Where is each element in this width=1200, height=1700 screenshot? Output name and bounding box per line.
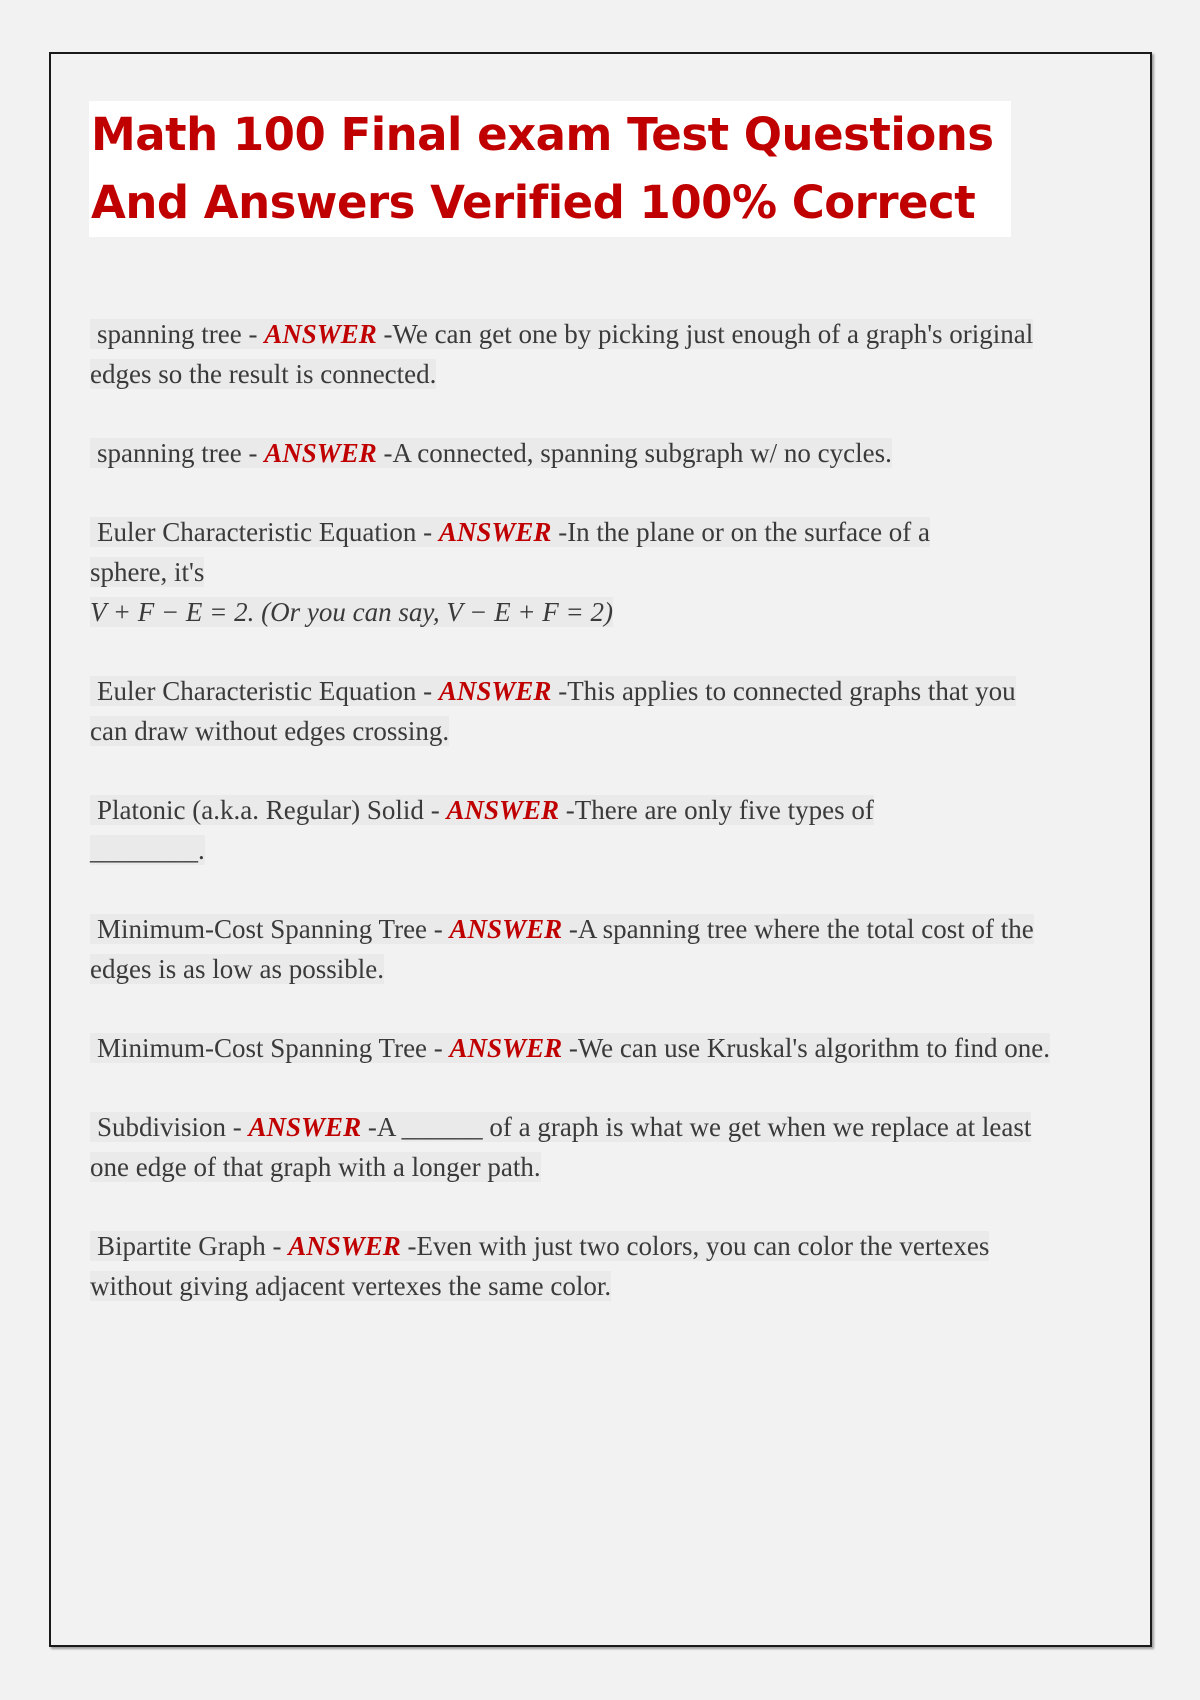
qa-answer: In the plane or on the surface of a sphere, it's xyxy=(90,517,931,587)
qa-item: Minimum-Cost Spanning Tree - ANSWER -A spanning tree where the total cost of the edges is as low as possible. xyxy=(90,914,1034,984)
answer-label: ANSWER xyxy=(449,914,563,944)
qa-item: Minimum-Cost Spanning Tree - ANSWER -We can use Kruskal's algorithm to find one. xyxy=(90,1028,1050,1068)
answer-label: ANSWER xyxy=(248,1112,362,1142)
answer-label: ANSWER xyxy=(288,1231,401,1261)
answer-label: ANSWER xyxy=(438,517,552,547)
qa-answer: Even with just two colors, you can color the vertexes without giving adjacent vertexes the same color. xyxy=(90,1231,990,1301)
answer-label: ANSWER xyxy=(446,795,559,825)
qa-term: Subdivision xyxy=(97,1112,227,1142)
qa-term: spanning tree xyxy=(97,438,242,468)
qa-item: Bipartite Graph - ANSWER -Even with just two colors, you can color the vertexes without giving adjacent vertexes the same color. xyxy=(90,1231,990,1301)
qa-answer: We can get one by picking just enough of a graph's original edges so the result is connected. xyxy=(90,319,1034,389)
qa-answer: A connected, spanning subgraph w/ no cycles. xyxy=(392,438,892,468)
qa-answer: This applies to connected graphs that you can draw without edges crossing. xyxy=(90,676,1016,746)
qa-item: Euler Characteristic Equation - ANSWER -In the plane or on the surface of a sphere, it's V + F − E = 2. (Or you can say, V − E + F = 2) xyxy=(90,517,931,627)
qa-term: Minimum-Cost Spanning Tree xyxy=(97,914,428,944)
qa-answer: A spanning tree where the total cost of the xyxy=(577,914,1034,944)
qa-item: Subdivision - ANSWER -A ______ of a graph is what we get when we replace at least one edge of that graph with a longer path. xyxy=(90,1112,1032,1182)
qa-term: Euler Characteristic Equation xyxy=(97,676,417,706)
qa-answer: There are only five types of ________. xyxy=(90,795,874,865)
document-title: Math 100 Final exam Test Questions And Answers Verified 100% Correct xyxy=(89,101,1011,237)
answer-label: ANSWER xyxy=(449,1033,563,1063)
qa-list xyxy=(90,314,1050,1345)
qa-term: Euler Characteristic Equation xyxy=(97,517,417,547)
answer-label: ANSWER xyxy=(438,676,552,706)
qa-answer: We can use Kruskal's algorithm to find one. xyxy=(577,1033,1050,1063)
qa-answer: A ______ of a graph is what we get when we replace at least one edge of that graph with a longer path. xyxy=(90,1112,1032,1182)
answer-label: ANSWER xyxy=(264,438,377,468)
qa-term: Platonic (a.k.a. Regular) Solid xyxy=(97,795,424,825)
answer-label: ANSWER xyxy=(264,319,377,349)
qa-term: Bipartite Graph xyxy=(97,1231,266,1261)
qa-term: spanning tree xyxy=(97,319,242,349)
qa-item: Platonic (a.k.a. Regular) Solid - ANSWER -There are only five types of ________. xyxy=(90,795,874,865)
qa-item: spanning tree - ANSWER -We can get one by picking just enough of a graph's original edges so the result is connected. xyxy=(90,319,1034,389)
qa-item: Euler Characteristic Equation - ANSWER -This applies to connected graphs that you can draw without edges crossing. xyxy=(90,676,1016,746)
qa-answer-cont: edges is as low as possible. xyxy=(90,954,384,984)
qa-answer-formula: V + F − E = 2. (Or you can say, V − E + F = 2) xyxy=(90,597,614,627)
qa-term: Minimum-Cost Spanning Tree xyxy=(97,1033,428,1063)
qa-item: spanning tree - ANSWER -A connected, spanning subgraph w/ no cycles. xyxy=(90,433,1050,473)
